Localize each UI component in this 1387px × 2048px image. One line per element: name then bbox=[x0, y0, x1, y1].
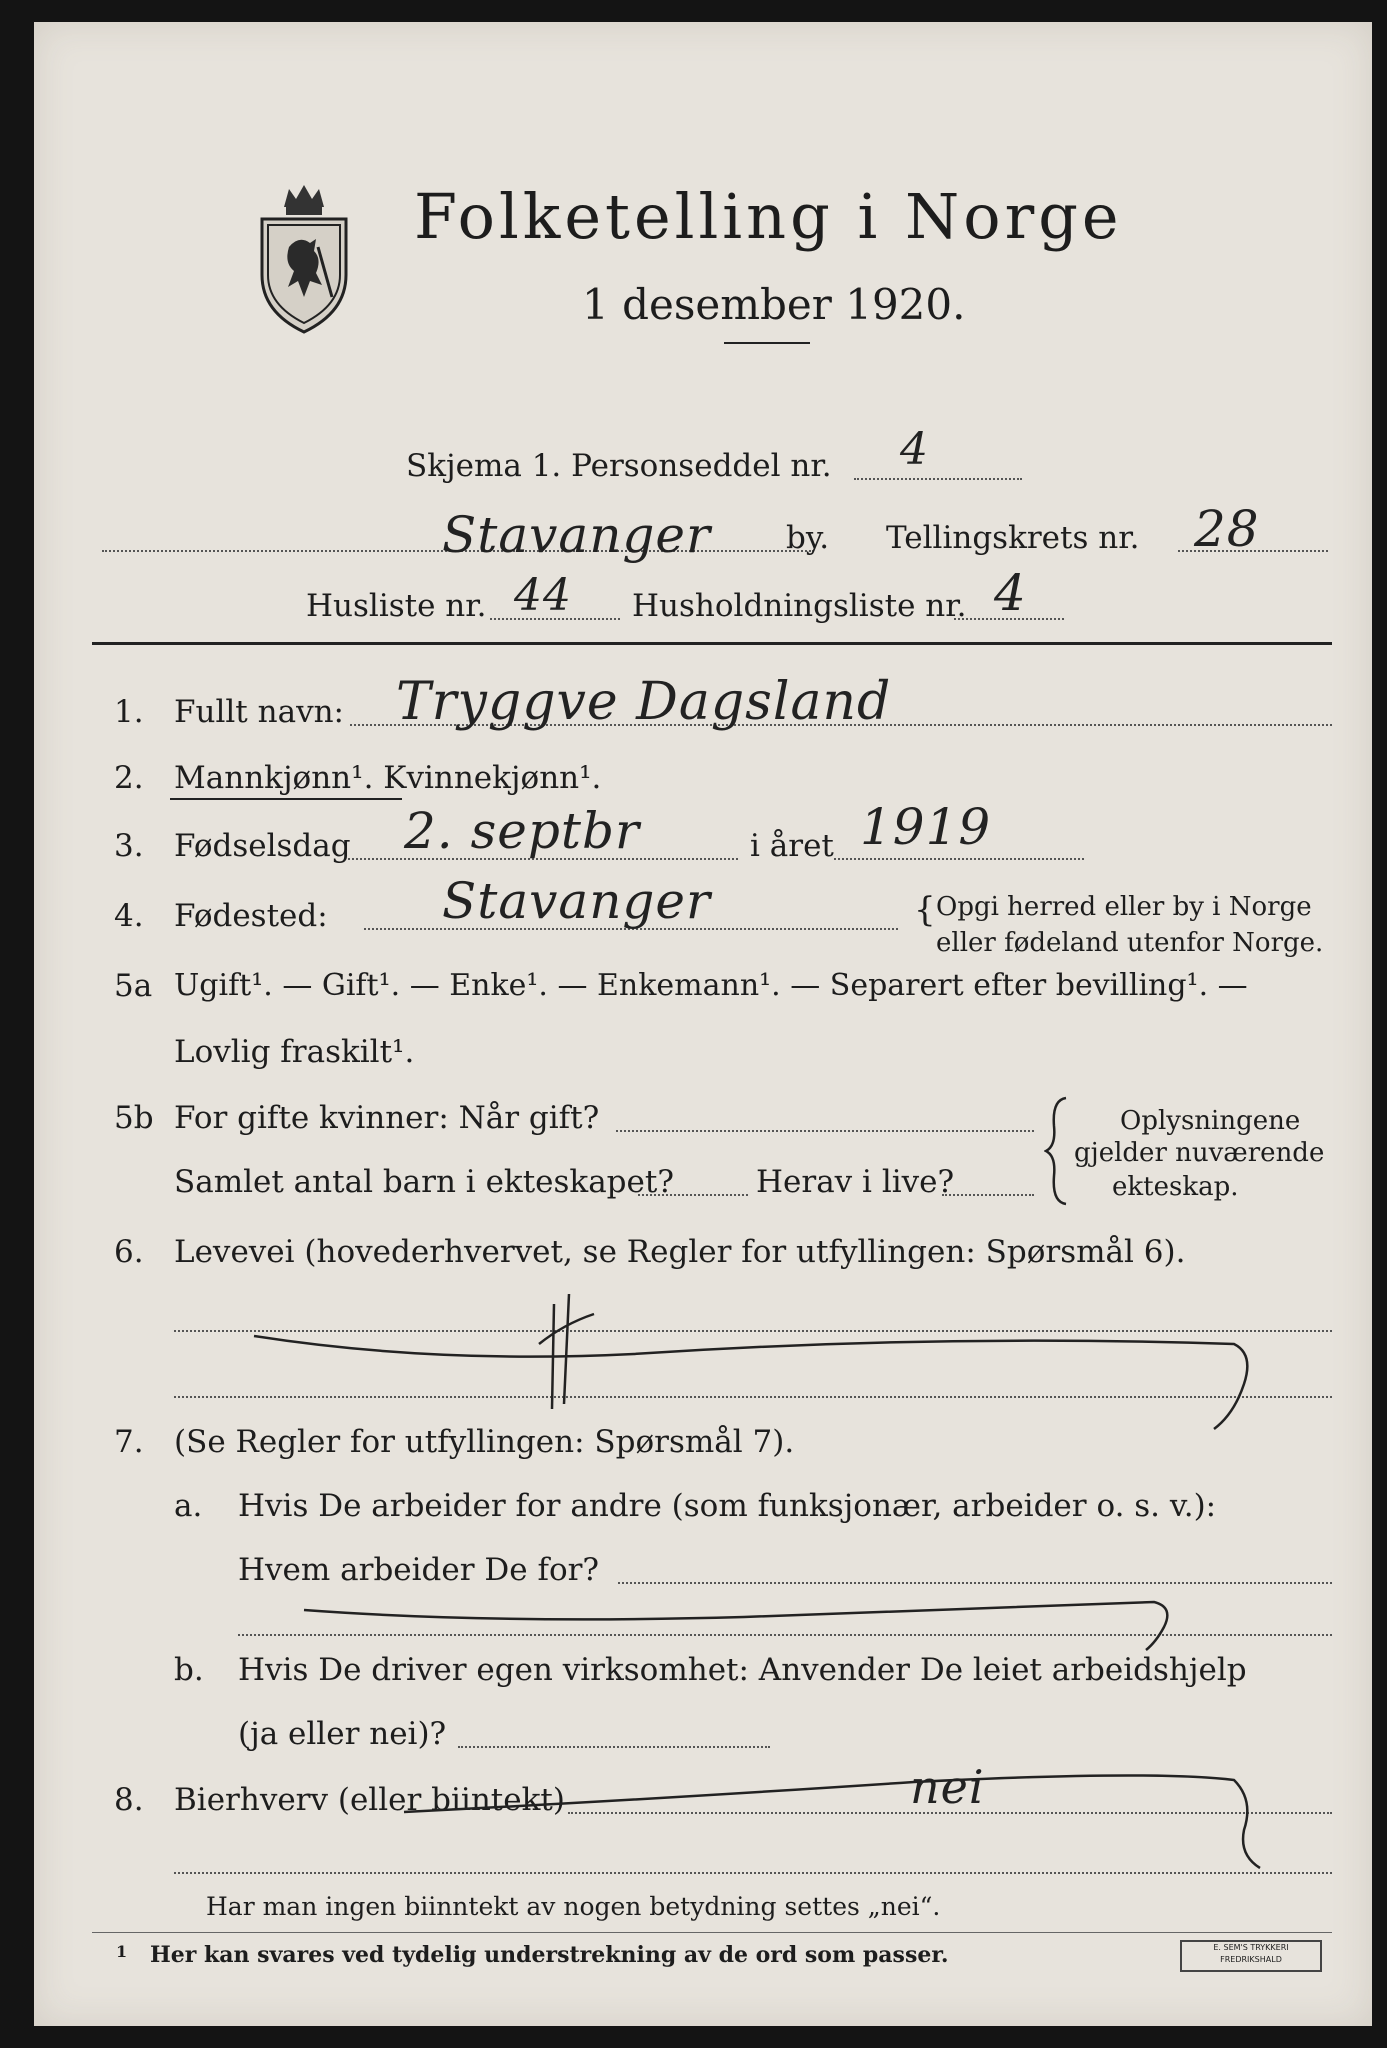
field-5a-number: 5a bbox=[114, 968, 153, 1004]
employer-cancel-mark bbox=[294, 1562, 1194, 1652]
married-date-line bbox=[616, 1130, 1034, 1132]
field-3-number: 3. bbox=[114, 828, 144, 864]
house-value[interactable]: 44 bbox=[514, 570, 572, 621]
city-suffix: by. bbox=[786, 520, 830, 556]
birthdate-value[interactable]: 2. septbr bbox=[404, 802, 640, 860]
secondary-income-line-2 bbox=[174, 1872, 1332, 1874]
secondary-income-mark bbox=[394, 1760, 1294, 1870]
field-7b-label-2: (ja eller nei)? bbox=[238, 1716, 447, 1752]
footer-rule bbox=[92, 1932, 1332, 1933]
marriage-note-3: ekteskap. bbox=[1112, 1172, 1239, 1202]
field-7b-label: Hvis De driver egen virksomhet: Anvender De leiet arbeidshjelp bbox=[238, 1652, 1247, 1688]
field-2-label[interactable]: Mannkjønn¹. Kvinnekjønn¹. bbox=[174, 760, 602, 796]
printer-stamp bbox=[1180, 1940, 1322, 1972]
house-label: Husliste nr. bbox=[306, 588, 487, 624]
field-5b-label: For gifte kvinner: Når gift? bbox=[174, 1100, 600, 1136]
coat-of-arms-icon bbox=[244, 177, 364, 337]
household-label: Husholdningsliste nr. bbox=[632, 588, 967, 624]
gender-underline bbox=[170, 798, 402, 800]
field-7a-letter: a. bbox=[174, 1488, 203, 1524]
children-alive-line bbox=[942, 1194, 1034, 1196]
field-6-label: Levevei (hovederhvervet, se Regler for utfyllingen: Spørsmål 6). bbox=[174, 1234, 1186, 1270]
birth-year-label: i året bbox=[750, 828, 834, 864]
field-1-label: Fullt navn: bbox=[174, 694, 344, 730]
birthplace-note-1: Opgi herred eller by i Norge bbox=[936, 892, 1312, 922]
field-2-number: 2. bbox=[114, 760, 144, 796]
field-7b-letter: b. bbox=[174, 1652, 204, 1688]
district-label: Tellingskrets nr. bbox=[886, 520, 1140, 556]
field-6-number: 6. bbox=[114, 1234, 144, 1270]
field-5a-label-2[interactable]: Lovlig fraskilt¹. bbox=[174, 1034, 415, 1070]
form-title: Folketelling i Norge bbox=[414, 180, 1123, 253]
field-4-label: Fødested: bbox=[174, 898, 328, 934]
schema-label: Skjema 1. Personseddel nr. bbox=[406, 448, 832, 484]
full-name-value[interactable]: Tryggve Dagsland bbox=[396, 672, 892, 732]
field-7-number: 7. bbox=[114, 1424, 144, 1460]
printer-stamp-line-1: E. SEM'S TRYKKERI bbox=[1213, 1943, 1289, 1952]
field-1-number: 1. bbox=[114, 694, 144, 730]
marriage-note-1: Oplysningene bbox=[1120, 1106, 1301, 1136]
birth-year-value[interactable]: 1919 bbox=[860, 798, 992, 856]
field-7-label: (Se Regler for utfyllingen: Spørsmål 7). bbox=[174, 1424, 795, 1460]
field-5b-label-3: Herav i live? bbox=[756, 1164, 955, 1200]
printer-stamp-line-2: FREDRIKSHALD bbox=[1220, 1955, 1282, 1964]
field-7a-label-2: Hvem arbeider De for? bbox=[238, 1552, 600, 1588]
hired-help-line[interactable] bbox=[458, 1746, 770, 1748]
footnote-text: Her kan svares ved tydelig understrekning av de ord som passer. bbox=[150, 1942, 949, 1968]
birthplace-note-2: eller fødeland utenfor Norge. bbox=[936, 928, 1324, 958]
field-5b-number: 5b bbox=[114, 1100, 154, 1136]
schema-value[interactable]: 4 bbox=[900, 424, 929, 475]
field-4-number: 4. bbox=[114, 898, 144, 934]
occupation-cancel-mark bbox=[234, 1284, 1264, 1434]
district-value[interactable]: 28 bbox=[1194, 500, 1260, 558]
field-5a-label[interactable]: Ugift¹. — Gift¹. — Enke¹. — Enkemann¹. — Separert efter bevilling¹. — bbox=[174, 968, 1248, 1003]
field-8-label: Bierhverv (eller biintekt) bbox=[174, 1782, 565, 1818]
header-rule bbox=[92, 642, 1332, 645]
field-7a-label: Hvis De arbeider for andre (som funksjonær, arbeider o. s. v.): bbox=[238, 1488, 1217, 1524]
birthplace-value[interactable]: Stavanger bbox=[442, 872, 711, 930]
census-form bbox=[34, 22, 1372, 2026]
birth-year-line bbox=[834, 858, 1084, 860]
city-value[interactable]: Stavanger bbox=[442, 506, 711, 564]
secondary-income-note: Har man ingen biinntekt av nogen betydning settes „nei“. bbox=[206, 1892, 941, 1921]
household-value[interactable]: 4 bbox=[994, 564, 1027, 622]
schema-value-line bbox=[854, 478, 1022, 480]
marriage-note-brace bbox=[1044, 1096, 1074, 1206]
field-8-number: 8. bbox=[114, 1782, 144, 1818]
census-date: 1 desember 1920. bbox=[582, 280, 966, 329]
field-3-label: Fødselsdag bbox=[174, 828, 351, 864]
secondary-income-value[interactable]: nei bbox=[910, 1760, 985, 1814]
birthplace-note-brace: { bbox=[914, 890, 936, 930]
marriage-note-2: gjelder nuværende bbox=[1074, 1138, 1325, 1168]
field-5b-label-2: Samlet antal barn i ekteskapet? bbox=[174, 1164, 674, 1200]
footnote-mark: 1 bbox=[116, 1942, 128, 1961]
children-count-line bbox=[638, 1194, 748, 1196]
title-divider bbox=[724, 342, 810, 344]
